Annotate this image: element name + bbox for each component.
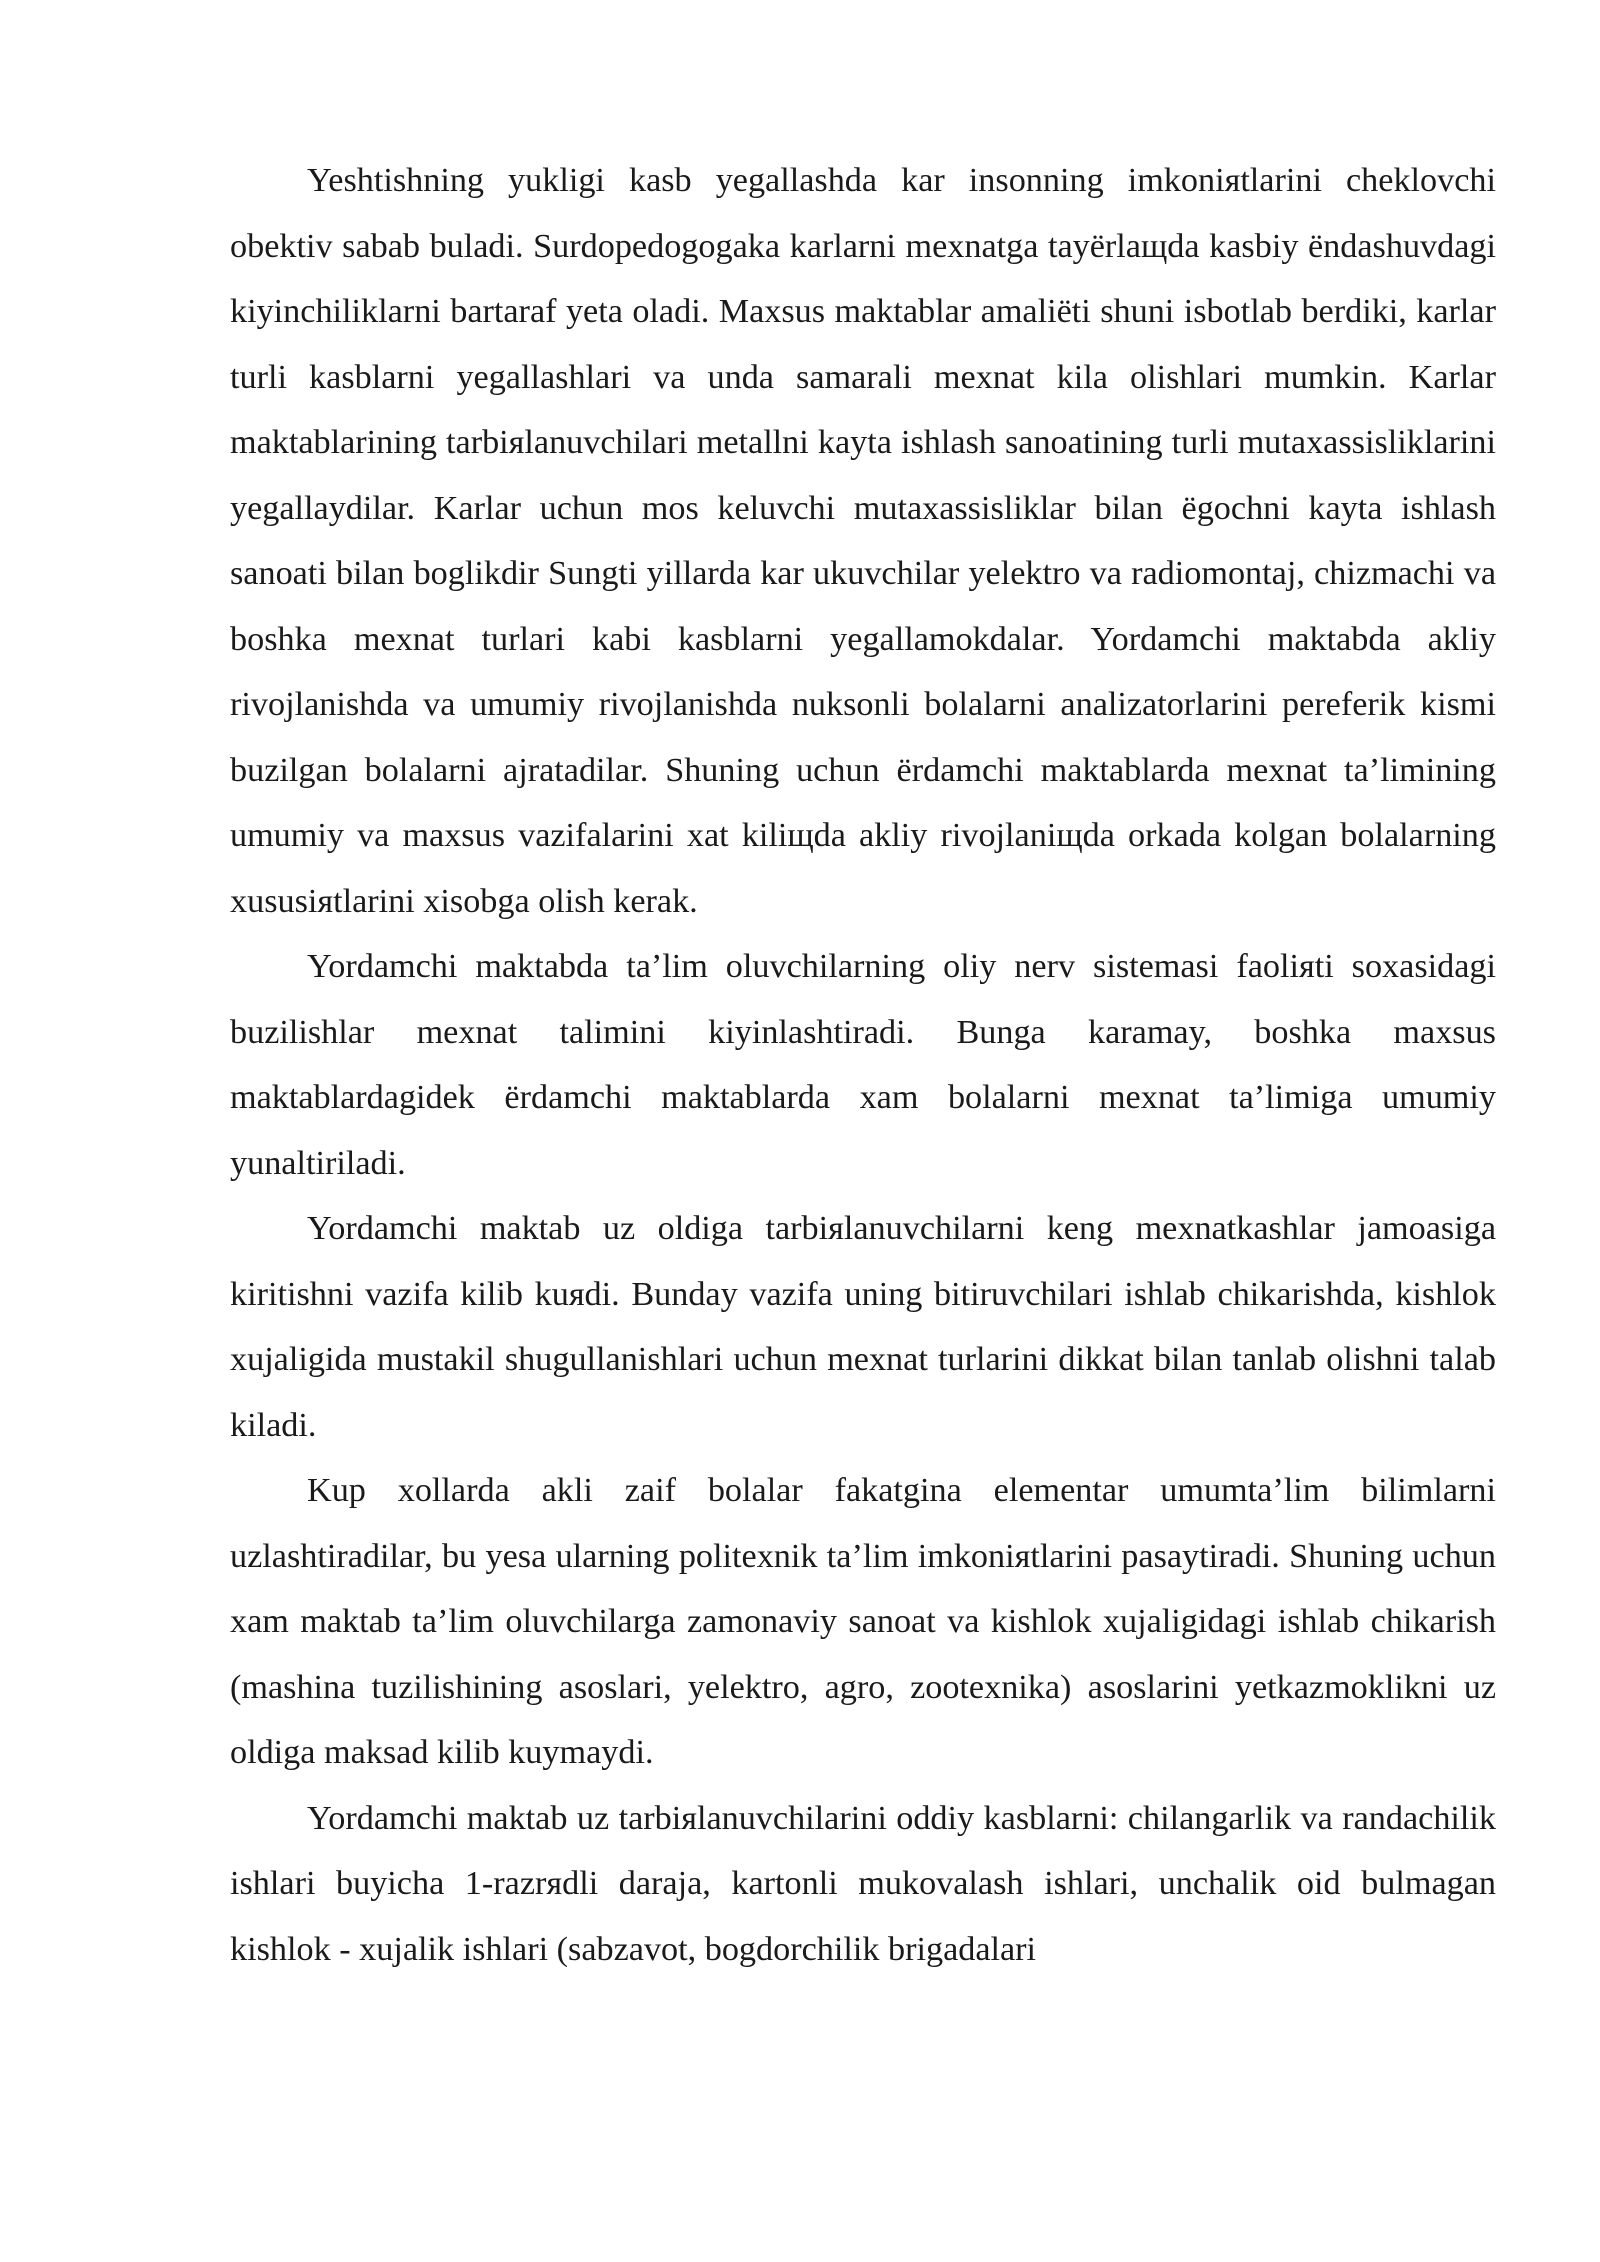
paragraph-1: Yeshtishning yukligi kasb yegallashda kar insonning imkoniяtlarini cheklovchi obektiv sabab buladi. Surdopedogogaka karlarni mexnatga tayёrlaщda kasbiy ёndashuvdagi kiyinchiliklarni bartaraf yeta oladi. Maxsus maktablar amaliёti shuni isbotlab berdiki, karlar turli kasblarni yegallashlari va unda samarali mexnat kila olishlari mumkin. Karlar maktablarining tarbiяlanuvchilari metallni kayta ishlash sanoatining turli mutaxassisliklarini yegallaydilar. Karlar uchun mos keluvchi mutaxassisliklar bilan ёgochni kayta ishlash sanoati bilan boglikdir Sungti yillarda kar ukuvchilar yelektro va radiomontaj, chizmachi va boshka mexnat turlari kabi kasblarni yegallamokdalar. Yordamchi maktabda akliy rivojlanishda va umumiy rivojlanishda nuksonli bolalarni analizatorlarini pereferik kismi buzilgan bolalarni ajratadilar. Shuning uchun ёrdamchi maktablarda mexnat ta’limining umumiy va maxsus vazifalarini xat kiliщda akliy rivojlaniщda orkada kolgan bolalarning xususiяtlarini xisobga olish kerak. [230, 162, 1496, 920]
paragraph-3: Yordamchi maktab uz oldiga tarbiяlanuvchilarni keng mexnatkashlar jamoasiga kiritishni vazifa kilib kuяdi. Bunday vazifa uning bitiruvchilari ishlab chikarishda, kishlok xujaligida mustakil shugullanishlari uchun mexnat turlarini dikkat bilan tanlab olishni talab kiladi. [230, 1210, 1496, 1444]
document-body [230, 148, 1496, 1982]
paragraph-2: Yordamchi maktabda ta’lim oluvchilarning oliy nerv sistemasi faoliяti soxasidagi buzilishlar mexnat talimini kiyinlashtiradi. Bunga karamay, boshka maxsus maktablardagidek ёrdamchi maktablarda xam bolalarni mexnat ta’limiga umumiy yunaltiriladi. [230, 948, 1496, 1182]
paragraph-5: Yordamchi maktab uz tarbiяlanuvchilarini oddiy kasblarni: chilangarlik va randachilik ishlari buyicha 1-razrяdli daraja, kartonli mukovalash ishlari, unchalik oid bulmagan kishlok - xujalik ishlari (sabzavot, bogdorchilik brigadalari [230, 1799, 1496, 1968]
paragraph-4: Kup xollarda akli zaif bolalar fakatgina elementar umumta’lim bilimlarni uzlashtiradilar, bu yesa ularning politexnik ta’lim imkoniяtlarini pasaytiradi. Shuning uchun xam maktab ta’lim oluvchilarga zamonaviy sanoat va kishlok xujaligidagi ishlab chikarish (mashina tuzilishining asoslari, yelektro, agro, zootexnika) asoslarini yetkazmoklikni uz oldiga maksad kilib kuymaydi. [230, 1472, 1496, 1771]
